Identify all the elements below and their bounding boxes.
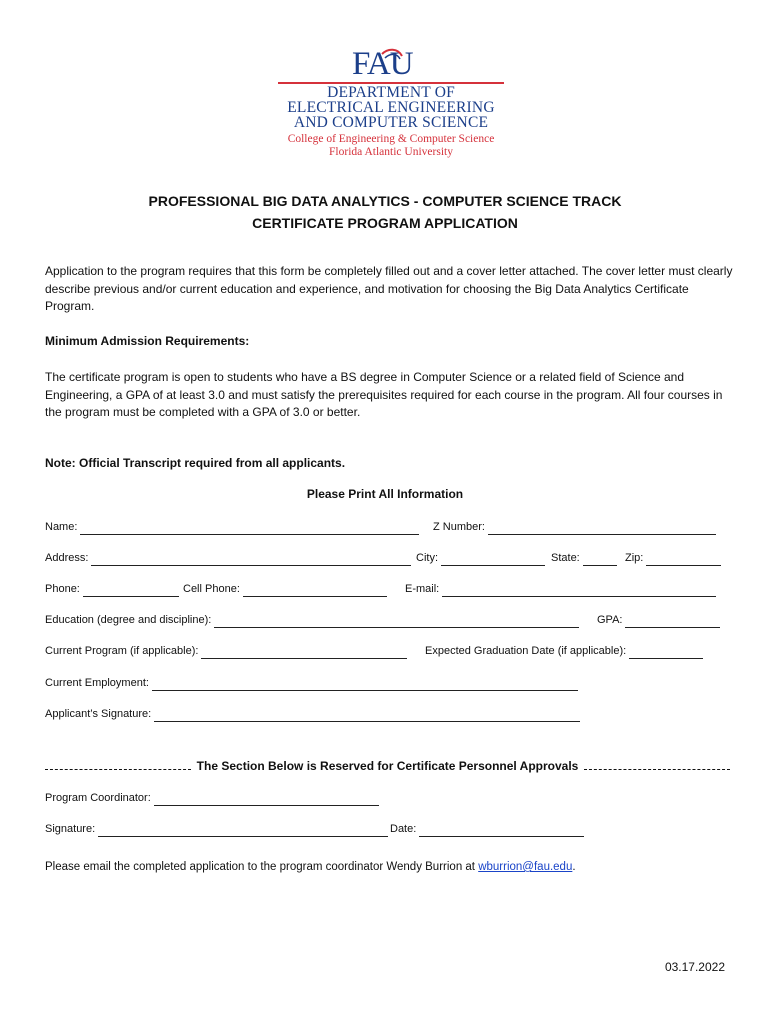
document-title xyxy=(0,190,770,234)
applicant-signature-field[interactable] xyxy=(45,706,580,722)
gpa-input-line[interactable] xyxy=(625,616,720,628)
cell-phone-label: Cell Phone: xyxy=(183,583,240,595)
fau-logo-mark xyxy=(352,46,438,82)
form-row-approval-signature xyxy=(45,821,735,837)
current-employment-label: Current Employment: xyxy=(45,677,149,689)
expected-graduation-label: Expected Graduation Date (if applicable): xyxy=(425,645,627,657)
applicant-signature-label: Applicant’s Signature: xyxy=(45,708,152,720)
zip-input-line[interactable] xyxy=(646,554,721,566)
current-program-label: Current Program (if applicable): xyxy=(45,645,199,657)
cell-phone-input-line[interactable] xyxy=(243,585,387,597)
college-name xyxy=(278,133,504,159)
approval-date-input-line[interactable] xyxy=(419,825,584,837)
name-input-line[interactable] xyxy=(80,523,419,535)
approval-signature-label: Signature: xyxy=(45,823,96,835)
address-input-line[interactable] xyxy=(91,554,411,566)
form-row-signature xyxy=(45,706,735,722)
fau-wordmark: FAU xyxy=(352,46,413,82)
college-line-2: Florida Atlantic University xyxy=(329,146,453,158)
divider-dash-right xyxy=(584,762,730,770)
city-input-line[interactable] xyxy=(441,554,545,566)
city-label: City: xyxy=(416,552,438,564)
email-instructions xyxy=(45,859,735,877)
title-line-1: PROFESSIONAL BIG DATA ANALYTICS - COMPUTER SCIENCE TRACK xyxy=(148,193,622,209)
print-notice: Please Print All Information xyxy=(306,487,464,501)
department-name xyxy=(278,85,504,130)
applicant-signature-input-line[interactable] xyxy=(154,710,580,722)
department-logo xyxy=(278,42,508,164)
cell-phone-field[interactable] xyxy=(183,581,387,597)
approval-signature-input-line[interactable] xyxy=(98,825,388,837)
state-field[interactable] xyxy=(551,550,617,566)
name-label: Name: xyxy=(45,521,78,533)
email-label: E-mail: xyxy=(405,583,440,595)
city-field[interactable] xyxy=(416,550,545,566)
divider-dash-left xyxy=(45,762,191,770)
owl-icon xyxy=(352,46,438,82)
form-row-program xyxy=(45,643,735,659)
approvals-divider xyxy=(45,758,730,774)
form-row-employment xyxy=(45,675,735,691)
email-instructions-suffix: . xyxy=(572,861,576,873)
approval-date-label: Date: xyxy=(390,823,417,835)
phone-label: Phone: xyxy=(45,583,80,595)
title-line-2: CERTIFICATE PROGRAM APPLICATION xyxy=(252,215,518,231)
address-label: Address: xyxy=(45,552,89,564)
coordinator-email-link[interactable]: wburrion@fau.edu xyxy=(478,861,573,873)
phone-field[interactable] xyxy=(45,581,179,597)
program-coordinator-label: Program Coordinator: xyxy=(45,792,151,804)
form-row-coordinator xyxy=(45,790,735,806)
address-field[interactable] xyxy=(45,550,411,566)
education-field[interactable] xyxy=(45,612,579,628)
form-row-education xyxy=(45,612,735,628)
education-input-line[interactable] xyxy=(214,616,579,628)
expected-graduation-field[interactable] xyxy=(425,643,703,659)
form-row-address xyxy=(45,550,735,566)
z-number-input-line[interactable] xyxy=(488,523,716,535)
document-date: 03.17.2022 xyxy=(664,960,725,974)
approval-signature-field[interactable] xyxy=(45,821,388,837)
requirements-paragraph: The certificate program is open to students who have a BS degree in Computer Science or a related field of Science and Engineering, a GPA of at least 3.0 and must satisfy the prerequisites required for each course in the program. All four courses in the program must be completed with a GPA of 3.0 or better. xyxy=(45,370,723,419)
college-line-1: College of Engineering & Computer Science xyxy=(287,133,495,145)
approval-date-field[interactable] xyxy=(390,821,584,837)
form-row-name xyxy=(45,519,735,535)
email-input-line[interactable] xyxy=(442,585,716,597)
intro-paragraph: Application to the program requires that this form be completely filled out and a cover letter attached. The cover letter must clearly describe previous and/or current education and experience, and motivation for choosing the Big Data Analytics Certificate Program. xyxy=(45,264,733,313)
gpa-field[interactable] xyxy=(597,612,720,628)
current-program-field[interactable] xyxy=(45,643,407,659)
approvals-divider-text: The Section Below is Reserved for Certificate Personnel Approvals xyxy=(196,759,579,773)
gpa-label: GPA: xyxy=(597,614,623,626)
z-number-label: Z Number: xyxy=(433,521,485,533)
program-coordinator-input-line[interactable] xyxy=(154,794,379,806)
z-number-field[interactable] xyxy=(433,519,716,535)
transcript-note: Note: Official Transcript required from all applicants. xyxy=(45,456,346,470)
dept-line-2: ELECTRICAL ENGINEERING xyxy=(287,99,495,116)
current-employment-input-line[interactable] xyxy=(152,679,578,691)
dept-line-1: DEPARTMENT OF xyxy=(327,84,455,101)
expected-graduation-input-line[interactable] xyxy=(629,647,703,659)
dept-line-3: AND COMPUTER SCIENCE xyxy=(293,114,489,131)
email-field[interactable] xyxy=(405,581,716,597)
zip-label: Zip: xyxy=(625,552,644,564)
zip-field[interactable] xyxy=(625,550,721,566)
email-instructions-text: Please email the completed application to the program coordinator Wendy Burrion at xyxy=(45,861,475,873)
requirements-heading: Minimum Admission Requirements: xyxy=(45,334,250,348)
state-input-line[interactable] xyxy=(583,554,617,566)
current-employment-field[interactable] xyxy=(45,675,578,691)
current-program-input-line[interactable] xyxy=(201,647,407,659)
phone-input-line[interactable] xyxy=(83,585,179,597)
program-coordinator-field[interactable] xyxy=(45,790,379,806)
name-field[interactable] xyxy=(45,519,419,535)
form-row-contact xyxy=(45,581,735,597)
education-label: Education (degree and discipline): xyxy=(45,614,212,626)
state-label: State: xyxy=(551,552,580,564)
